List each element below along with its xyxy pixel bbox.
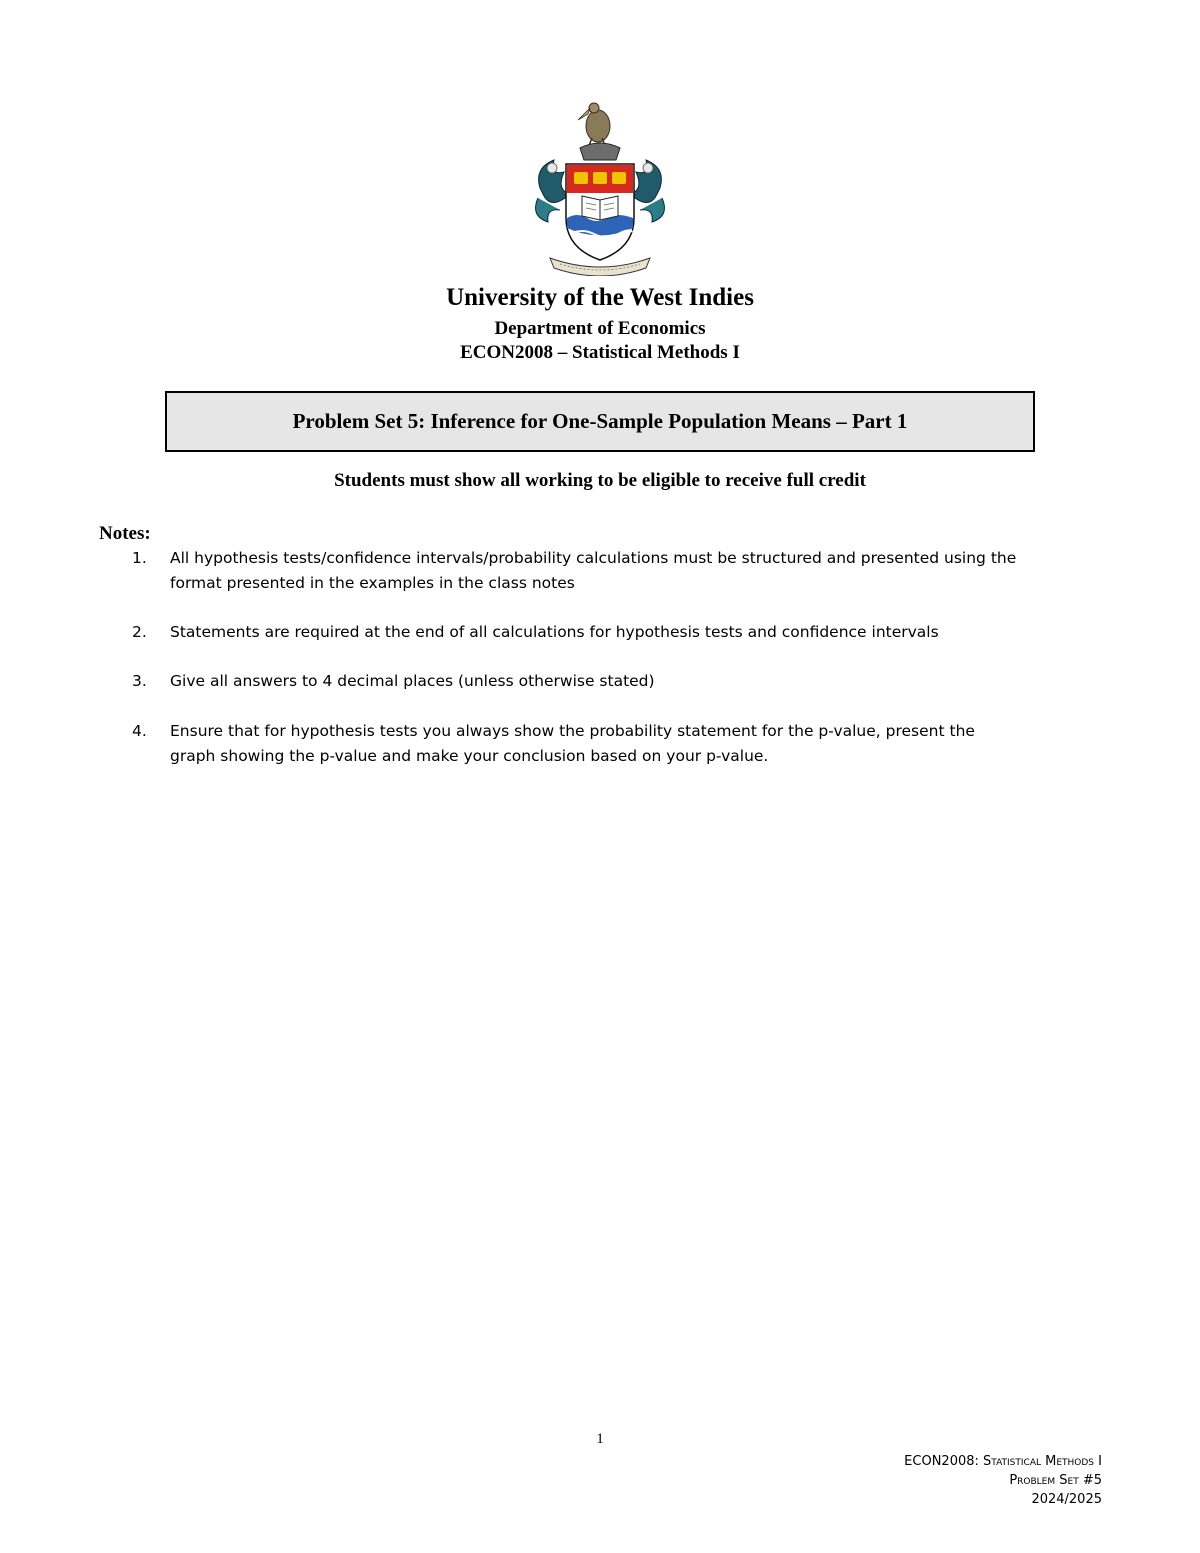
notes-heading: Notes: bbox=[99, 523, 151, 544]
note-number: 4. bbox=[132, 722, 147, 740]
note-text-line: graph showing the p-value and make your conclusion based on your p-value. bbox=[170, 747, 769, 765]
page-footer bbox=[904, 1452, 1102, 1509]
credit-notice: Students must show all working to be eligible to receive full credit bbox=[334, 470, 866, 491]
footer-problem-set: Problem Set #5 bbox=[1009, 1473, 1102, 1488]
problem-set-title-box bbox=[165, 391, 1035, 452]
note-text-line: format presented in the examples in the class notes bbox=[170, 574, 575, 592]
note-item-3 bbox=[132, 669, 1112, 694]
page-number: 1 bbox=[596, 1431, 604, 1447]
note-number: 2. bbox=[132, 623, 147, 641]
note-text-line: Give all answers to 4 decimal places (unless otherwise stated) bbox=[170, 672, 655, 690]
note-item-1 bbox=[132, 546, 1112, 596]
university-title: University of the West Indies bbox=[446, 284, 754, 311]
department-name: Department of Economics bbox=[494, 318, 706, 339]
note-item-4 bbox=[132, 719, 1112, 769]
problem-set-title: Problem Set 5: Inference for One-Sample Population Means – Part 1 bbox=[292, 409, 908, 433]
note-item-2 bbox=[132, 620, 1112, 645]
note-number: 1. bbox=[132, 549, 147, 567]
university-crest-logo bbox=[530, 98, 670, 276]
note-text-line: Ensure that for hypothesis tests you always show the probability statement for the p-value, present the bbox=[170, 722, 975, 740]
note-number: 3. bbox=[132, 672, 147, 690]
course-title: ECON2008 – Statistical Methods I bbox=[460, 342, 740, 363]
footer-year: 2024/2025 bbox=[1031, 1492, 1102, 1507]
footer-course: ECON2008: Statistical Methods I bbox=[904, 1454, 1102, 1469]
note-text-line: Statements are required at the end of all calculations for hypothesis tests and confidence intervals bbox=[170, 623, 939, 641]
note-text-line: All hypothesis tests/confidence intervals/probability calculations must be structured and presented using the bbox=[170, 549, 1017, 567]
